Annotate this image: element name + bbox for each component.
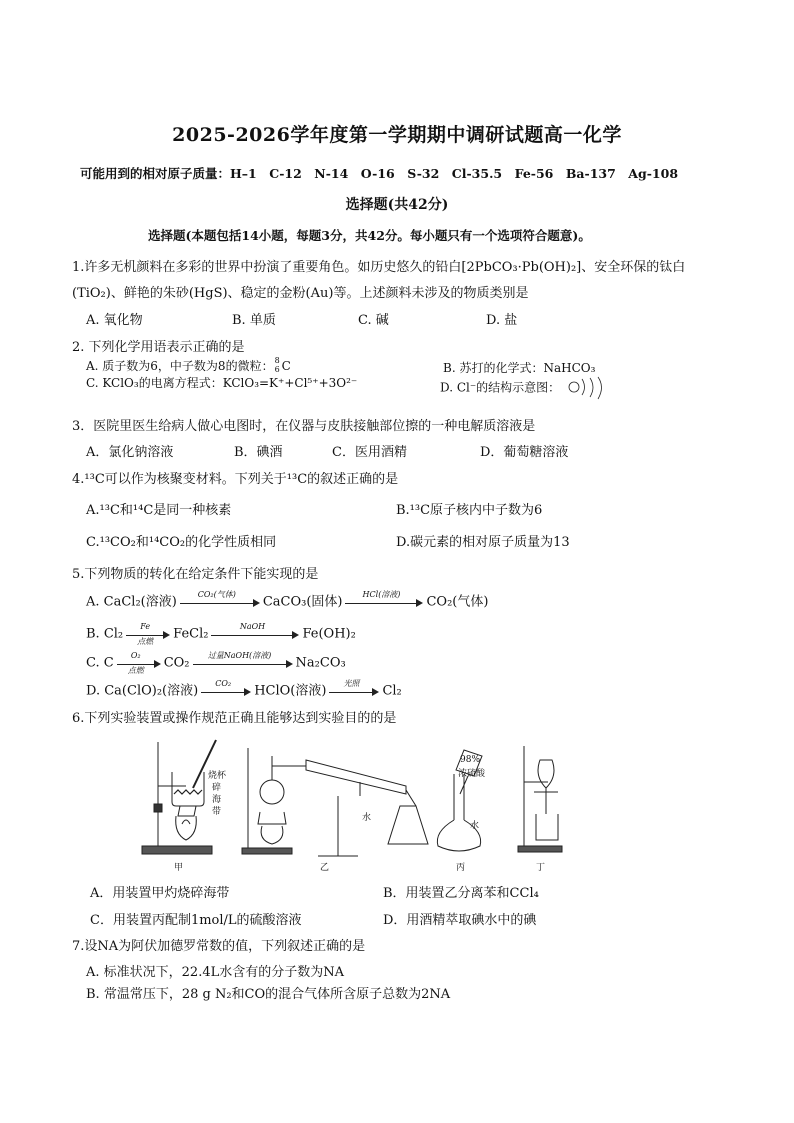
label-apparatus-jia: 甲 <box>174 863 184 873</box>
q5d-arrow2-condition: 光照 <box>343 679 360 688</box>
q5c-arrow1-condition-below: 点燃 <box>127 666 144 675</box>
q5-stem: 5.下列物质的转化在给定条件下能实现的是 <box>72 567 319 582</box>
q5d-arrow1 <box>201 681 251 701</box>
q5b-reactant: B. Cl₂ <box>86 626 124 642</box>
q2-stem: 2. 下列化学用语表示正确的是 <box>72 340 245 355</box>
q5c-arrow1 <box>117 653 161 673</box>
q5b-intermediate: FeCl₂ <box>173 626 209 642</box>
q5d-arrow1-condition: CO₂ <box>215 679 232 688</box>
q5-option-a <box>86 592 488 612</box>
label-beaker: 烧杯 <box>208 771 227 781</box>
q3-option-a: A．氯化钠溶液 <box>86 445 174 460</box>
q7-option-a: A. 标准状况下，22.4L水含有的分子数为NA <box>86 965 344 980</box>
q2-option-a-text: A. 质子数为6，中子数为8的微粒： <box>86 359 274 373</box>
q5-option-b <box>86 624 356 644</box>
label-crushed: 碎 <box>212 783 222 793</box>
q5b-arrow1 <box>126 624 170 644</box>
q5b-arrow2-condition: NaOH <box>239 622 266 631</box>
q4-option-d: D.碳元素的相对原子质量为13 <box>396 535 570 550</box>
label-kelp: 带 <box>212 807 222 817</box>
q3-option-c: C．医用酒精 <box>332 445 407 460</box>
q5b-product: Fe(OH)₂ <box>302 626 356 642</box>
q3-stem: 3．医院里医生给病人做心电图时，在仪器与皮肤接触部位擦的一种电解质溶液是 <box>72 419 536 434</box>
label-sea: 海 <box>212 795 222 805</box>
apparatus-diagram <box>138 736 638 876</box>
atomic-number: 6 <box>274 365 280 374</box>
q2-option-d <box>440 375 610 401</box>
q5a-arrow2 <box>345 592 423 612</box>
q1-option-b: B. 单质 <box>232 313 276 328</box>
q4-option-a: A.¹³C和¹⁴C是同一种核素 <box>86 503 232 518</box>
section-title: 选择题(共42分) <box>345 197 449 213</box>
label-water-cooling: 水 <box>362 813 372 823</box>
label-water-flask: 水 <box>470 821 480 831</box>
q4-option-c: C.¹³CO₂和¹⁴CO₂的化学性质相同 <box>86 535 277 550</box>
q1-option-a: A. 氧化物 <box>86 313 143 328</box>
q5b-arrow1-condition: Fe <box>140 622 151 631</box>
q5a-arrow1 <box>180 592 260 612</box>
q1-stem-line2: (TiO₂)、鲜艳的朱砂(HgS)、稳定的金粉(Au)等。上述颜料未涉及的物质类别是 <box>72 286 529 301</box>
q1-option-d: D. 盐 <box>486 313 518 328</box>
q5-option-d <box>86 681 402 701</box>
q1-option-c: C. 碱 <box>358 313 389 328</box>
q3-option-d: D．葡萄糖溶液 <box>480 445 569 460</box>
q2-option-a <box>86 357 291 375</box>
q7-stem: 7.设NA为阿伏加德罗常数的值，下列叙述正确的是 <box>72 939 366 954</box>
q5d-intermediate: HClO(溶液) <box>254 683 327 699</box>
q1-stem-line1: 1.许多无机颜料在多彩的世界中扮演了重要角色。如历史悠久的铅白[2PbCO₃·Pb(OH)₂]、安全环保的钛白 <box>72 260 686 275</box>
page-title: 2025-2026学年度第一学期期中调研试题高一化学 <box>172 124 622 146</box>
label-apparatus-ding: 丁 <box>536 863 546 873</box>
q5d-product: Cl₂ <box>382 683 402 699</box>
q6-apparatus-figure <box>138 736 638 876</box>
q5a-intermediate: CaCO₃(固体) <box>262 594 343 610</box>
q2-option-d-text: D. Cl⁻的结构示意图： <box>440 380 561 395</box>
q6-option-c: C．用装置丙配制1mol/L的硫酸溶液 <box>90 913 302 928</box>
cl-ion-structure-diagram <box>566 375 610 401</box>
q5c-intermediate: CO₂ <box>163 655 190 671</box>
q6-option-d: D．用酒精萃取碘水中的碘 <box>383 913 537 928</box>
q5c-reactant: C. C <box>86 655 114 671</box>
label-apparatus-bing: 丙 <box>456 863 466 873</box>
label-concentrated-sulfuric-acid: 浓硫酸 <box>458 769 486 779</box>
q5-option-c <box>86 653 346 673</box>
q4-option-b: B.¹³C原子核内中子数为6 <box>396 503 543 518</box>
label-acid-concentration: 98% <box>460 755 481 765</box>
q5a-arrow2-condition: HCl(溶液) <box>362 590 401 599</box>
element-symbol: C <box>281 359 291 373</box>
q5b-arrow1-condition-below: 点燃 <box>137 637 154 646</box>
label-apparatus-yi: 乙 <box>320 863 330 873</box>
q5a-reactant: A. CaCl₂(溶液) <box>86 594 177 610</box>
q5c-arrow1-condition: O₂ <box>130 651 141 660</box>
q5c-arrow2-condition: 过量NaOH(溶液) <box>207 651 272 660</box>
q5d-arrow2 <box>329 681 379 701</box>
q5c-product: Na₂CO₃ <box>295 655 346 671</box>
nuclide-notation <box>274 357 282 375</box>
q6-option-a: A．用装置甲灼烧碎海带 <box>90 886 230 901</box>
q4-stem: 4.¹³C可以作为核聚变材料。下列关于¹³C的叙述正确的是 <box>72 472 399 487</box>
q3-option-b: B．碘酒 <box>234 445 283 460</box>
atomic-masses: 可能用到的相对原子质量：H–1 C-12 N-14 O-16 S-32 Cl-35.5 Fe-56 Ba-137 Ag-108 <box>80 166 679 181</box>
section-instruction: 选择题(本题包括14小题，每题3分，共42分。每小题只有一个选项符合题意)。 <box>148 228 591 243</box>
q2-option-b: B. 苏打的化学式：NaHCO₃ <box>443 361 596 375</box>
q2-option-c: C. KClO₃的电离方程式：KClO₃=K⁺+Cl⁵⁺+3O²⁻ <box>86 376 358 390</box>
q5d-reactant: D. Ca(ClO)₂(溶液) <box>86 683 199 699</box>
q5c-arrow2 <box>193 653 293 673</box>
q5b-arrow2 <box>211 624 299 644</box>
q7-option-b: B. 常温常压下，28 g N₂和CO的混合气体所含原子总数为2NA <box>86 987 451 1002</box>
mass-number: 8 <box>274 356 280 365</box>
q5a-product: CO₂(气体) <box>426 594 489 610</box>
q6-stem: 6.下列实验装置或操作规范正确且能够达到实验目的的是 <box>72 711 397 726</box>
q5a-arrow1-condition: CO₂(气体) <box>197 590 236 599</box>
q6-option-b: B．用装置乙分离苯和CCl₄ <box>383 886 539 901</box>
